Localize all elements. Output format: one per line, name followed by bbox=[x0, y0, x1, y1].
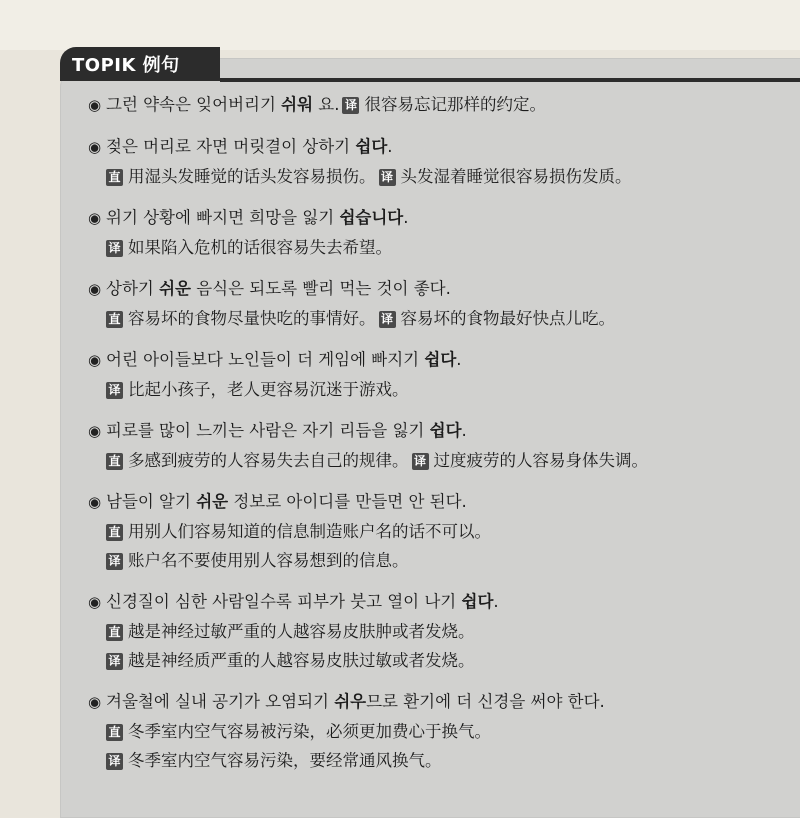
bullet-icon: ◉ bbox=[88, 422, 102, 440]
bullet-icon: ◉ bbox=[88, 693, 102, 711]
translation-line bbox=[88, 646, 788, 675]
translation-badge: 译 bbox=[106, 240, 123, 257]
bullet-icon: ◉ bbox=[88, 96, 102, 114]
translation-line bbox=[88, 162, 788, 191]
translation-line bbox=[88, 546, 788, 575]
korean-sentence: ◉ 상하기 쉬운 음식은 되도록 빨리 먹는 것이 좋다. bbox=[88, 274, 788, 304]
direct-translation: 用别人们容易知道的信息制造账户名的话不可以。 bbox=[128, 522, 491, 541]
direct-badge: 直 bbox=[106, 524, 123, 541]
translation-badge: 译 bbox=[106, 753, 123, 770]
translation-line bbox=[88, 304, 788, 333]
korean-sentence: ◉ 남들이 알기 쉬운 정보로 아이디를 만들면 안 된다. bbox=[88, 487, 788, 517]
korean-sentence: ◉ 피로를 많이 느끼는 사람은 자기 리듬을 잃기 쉽다. bbox=[88, 416, 788, 446]
korean-sentence: ◉ 어린 아이들보다 노인들이 더 게임에 빠지기 쉽다. bbox=[88, 345, 788, 375]
translation-badge: 译 bbox=[342, 97, 359, 114]
translation-text: 账户名不要使用别人容易想到的信息。 bbox=[128, 551, 409, 570]
bullet-icon: ◉ bbox=[88, 138, 102, 156]
translation-line bbox=[88, 446, 788, 475]
example-entry bbox=[88, 90, 788, 120]
example-entry bbox=[88, 587, 788, 675]
direct-translation: 越是神经过敏严重的人越容易皮肤肿或者发烧。 bbox=[128, 622, 475, 641]
direct-badge: 直 bbox=[106, 169, 123, 186]
translation-line bbox=[88, 375, 788, 404]
translation-badge: 译 bbox=[106, 382, 123, 399]
translation-text: 过度疲劳的人容易身体失调。 bbox=[433, 451, 648, 470]
translation-text: 比起小孩子，老人更容易沉迷于游戏。 bbox=[128, 380, 409, 399]
direct-badge: 直 bbox=[106, 624, 123, 641]
translation-text: 越是神经质严重的人越容易皮肤过敏或者发烧。 bbox=[128, 651, 475, 670]
translation-text: 冬季室内空气容易污染，要经常通风换气。 bbox=[128, 751, 442, 770]
translation-text: 头发湿着睡觉很容易损伤发质。 bbox=[400, 167, 632, 186]
translation-text: 容易坏的食物最好快点儿吃。 bbox=[400, 309, 615, 328]
bullet-icon: ◉ bbox=[88, 280, 102, 298]
korean-sentence: ◉ 위기 상황에 빠지면 희망을 잃기 쉽습니다. bbox=[88, 203, 788, 233]
direct-badge: 直 bbox=[106, 311, 123, 328]
example-entry bbox=[88, 416, 788, 475]
translation-line bbox=[88, 746, 788, 775]
example-entry bbox=[88, 132, 788, 191]
translation-line bbox=[88, 233, 788, 262]
korean-sentence: ◉ 겨울철에 실내 공기가 오염되기 쉬우므로 환기에 더 신경을 써야 한다. bbox=[88, 687, 788, 717]
example-list bbox=[88, 90, 788, 787]
translation-line bbox=[88, 717, 788, 746]
translation-badge: 译 bbox=[106, 653, 123, 670]
translation-line bbox=[88, 517, 788, 546]
direct-translation: 多感到疲劳的人容易失去自己的规律。 bbox=[128, 451, 409, 470]
korean-sentence: ◉ 젖은 머리로 자면 머릿결이 상하기 쉽다. bbox=[88, 132, 788, 162]
bullet-icon: ◉ bbox=[88, 593, 102, 611]
direct-translation: 用湿头发睡觉的话头发容易损伤。 bbox=[128, 167, 376, 186]
direct-badge: 直 bbox=[106, 453, 123, 470]
translation-badge: 译 bbox=[412, 453, 429, 470]
translation-line bbox=[88, 617, 788, 646]
translation-text: 很容易忘记那样的约定。 bbox=[364, 95, 546, 114]
korean-sentence: ◉ 그런 약속은 잊어버리기 쉬워 요. 译 很容易忘记那样的约定。 bbox=[88, 90, 788, 120]
direct-translation: 冬季室内空气容易被污染，必须更加费心于换气。 bbox=[128, 722, 491, 741]
korean-sentence: ◉ 신경질이 심한 사람일수록 피부가 붓고 열이 나기 쉽다. bbox=[88, 587, 788, 617]
translation-badge: 译 bbox=[106, 553, 123, 570]
bullet-icon: ◉ bbox=[88, 351, 102, 369]
example-entry bbox=[88, 274, 788, 333]
example-entry bbox=[88, 487, 788, 575]
page-margin bbox=[0, 0, 800, 50]
direct-translation: 容易坏的食物尽量快吃的事情好。 bbox=[128, 309, 376, 328]
header-rule bbox=[220, 78, 800, 82]
translation-badge: 译 bbox=[379, 311, 396, 328]
example-entry bbox=[88, 345, 788, 404]
bullet-icon: ◉ bbox=[88, 493, 102, 511]
example-entry bbox=[88, 687, 788, 775]
translation-text: 如果陷入危机的话很容易失去希望。 bbox=[128, 238, 392, 257]
section-header-tab bbox=[60, 47, 220, 81]
section-title: TOPIK 例句 bbox=[72, 55, 180, 76]
bullet-icon: ◉ bbox=[88, 209, 102, 227]
translation-badge: 译 bbox=[379, 169, 396, 186]
direct-badge: 直 bbox=[106, 724, 123, 741]
example-entry bbox=[88, 203, 788, 262]
